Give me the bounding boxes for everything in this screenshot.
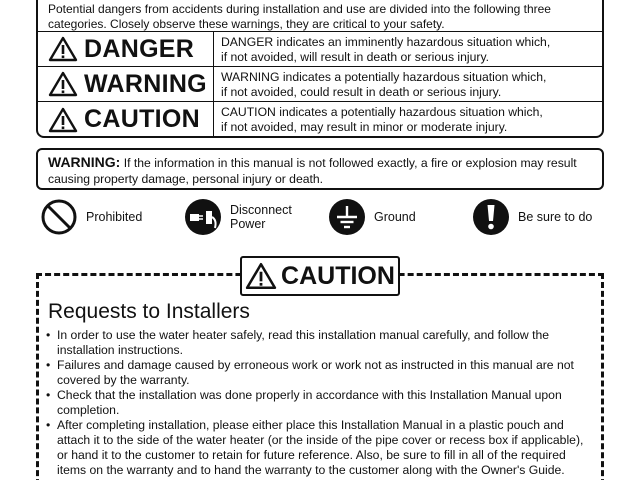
be-sure-icon: [472, 198, 510, 236]
warning-triangle-icon: [245, 262, 277, 290]
warning-notice-box: [36, 148, 604, 190]
danger-desc-line1: DANGER indicates an imminently hazardous situation which,: [221, 35, 551, 49]
caution-label: [38, 102, 214, 137]
symbol-be-sure: [472, 198, 592, 236]
warning-notice-label: WARNING:: [48, 154, 121, 170]
warning-label: [38, 67, 214, 101]
prohibited-icon: [40, 198, 78, 236]
warning-description: [214, 67, 602, 101]
warning-word: WARNING: [84, 69, 207, 98]
signal-row-danger: [38, 32, 602, 67]
warning-desc-line1: WARNING indicates a potentially hazardous situation which,: [221, 70, 547, 84]
danger-description: [214, 32, 602, 66]
danger-label: [38, 32, 214, 66]
warning-notice-text: If the information in this manual is not followed exactly, a fire or explosion may result causing property damage, personal injury or death.: [48, 156, 577, 186]
list-item: • After completing installation, please either place this Installation Manual in a plastic pouch and attach it to the side of the water heater (or the inside of the pipe cover or recess box if applicable), or hand it to the customer to retain for future reference. Also, be sure to fill in all of the required items on the warranty and to hand the warranty to the customer along with the Owner's Guide.: [46, 418, 591, 478]
hazard-categories-box: [36, 0, 604, 138]
prohibited-label: Prohibited: [86, 210, 143, 224]
caution-desc-line1: CAUTION indicates a potentially hazardous situation which,: [221, 105, 543, 119]
requests-list: [46, 328, 591, 478]
caution-description: [214, 102, 602, 137]
disconnect-line1: Disconnect: [230, 203, 292, 217]
symbol-legend: [0, 196, 640, 238]
danger-desc-line2: if not avoided, will result in death or serious injury.: [221, 50, 490, 64]
symbol-ground: [328, 198, 416, 236]
warning-triangle-icon: [48, 107, 78, 133]
symbol-disconnect-power: [184, 198, 292, 236]
be-sure-label: Be sure to do: [518, 210, 593, 224]
warning-desc-line2: if not avoided, could result in death or serious injury.: [221, 85, 502, 99]
ground-icon: [328, 198, 366, 236]
disconnect-power-icon: [184, 198, 222, 236]
signal-row-caution: [38, 102, 602, 137]
caution-banner: [240, 256, 400, 296]
intro-text: Potential dangers from accidents during installation and use are divided into the following three categories. Closely observe these warnings, they are critical to your safety.: [48, 2, 551, 31]
section-title: Requests to Installers: [48, 300, 250, 323]
caution-banner-text: CAUTION: [281, 261, 395, 290]
caution-word: CAUTION: [84, 105, 200, 133]
caution-desc-line2: if not avoided, may result in minor or moderate injury.: [221, 120, 508, 134]
signal-row-warning: [38, 67, 602, 102]
list-item: • Check that the installation was done properly in accordance with this Installation Manual upon completion.: [46, 388, 591, 418]
warning-triangle-icon: [48, 36, 78, 62]
disconnect-line2: Power: [230, 217, 266, 231]
warning-triangle-icon: [48, 71, 78, 97]
symbol-prohibited: [40, 198, 142, 236]
signal-word-table: [38, 31, 602, 137]
list-item: • In order to use the water heater safely, read this installation manual carefully, and follow the installation instructions.: [46, 328, 591, 358]
list-item: • Failures and damage caused by erroneous work or work not as instructed in this manual are not covered by the warranty.: [46, 358, 591, 388]
danger-word: DANGER: [84, 34, 195, 63]
disconnect-power-label: [230, 203, 292, 231]
ground-label: Ground: [374, 210, 416, 224]
